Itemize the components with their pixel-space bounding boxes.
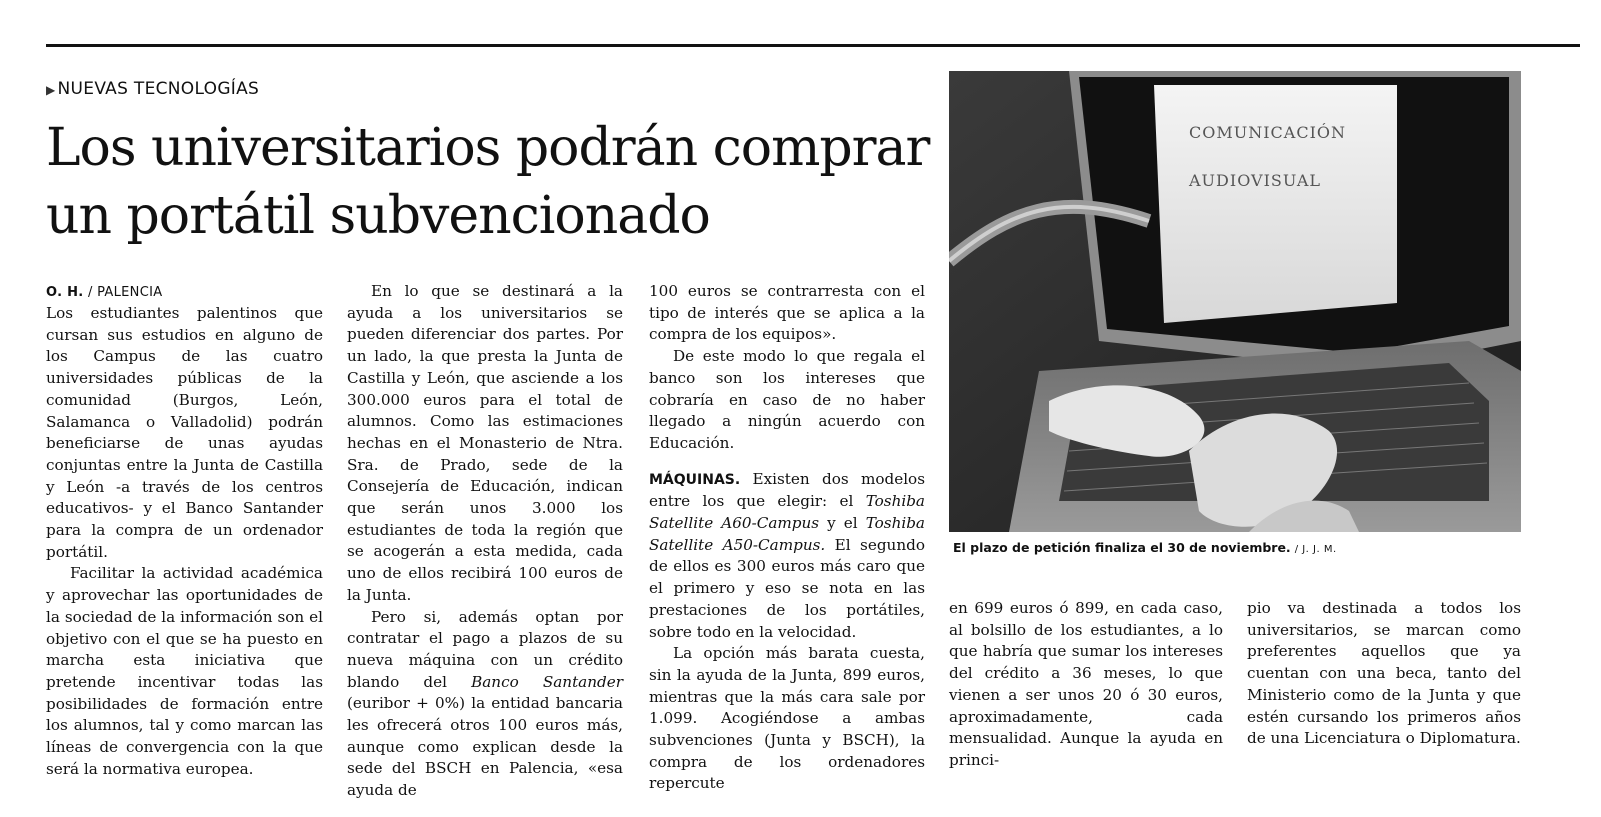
- paragraph: [649, 469, 925, 644]
- headline-line-1: Los universitarios podrán comprar: [46, 118, 930, 178]
- text-run: y el: [819, 514, 866, 533]
- paragraph: En lo que se destinará a la ayuda a los universitarios se pueden diferenciar dos partes. Por un lado, la que presta la Junta de Castilla y León, que asciende a los 300.000 euros para el total de alumnos. Como las estimaciones hechas en el Monasterio de Ntra. Sra. de Prado, sede de la Consejería de Educación, indican que serán unos 3.000 los estudiantes de toda la región que se acogerán a esta medida, cada uno de ellos recibirá 100 euros de la Junta.: [347, 282, 623, 604]
- paragraph: La opción más barata cuesta, sin la ayuda de la Junta, 899 euros, mientras que la más cara sale por 1.099. Acogiéndose a ambas subvenciones (Junta y BSCH), la compra de los ordenadores repercute: [649, 644, 925, 793]
- laptop-typing-photo: [949, 71, 1521, 532]
- emphasis: Toshiba Satellite A50-Campus.: [649, 514, 925, 554]
- text-run: Existen dos modelos entre los que elegir: el: [649, 469, 925, 511]
- paragraph: en 699 euros ó 899, en cada caso, al bolsillo de los estudiantes, a lo que habría que sumar los intereses del crédito a 36 meses, lo que vienen a ser unos 20 ó 30 euros, aproximadamente, cada mensualidad. Aunque la ayuda en princi-: [949, 599, 1223, 769]
- column-5: [1247, 598, 1521, 750]
- paragraph: pio va destinada a todos los universitarios, se marcan como preferentes aquellos que ya cuentan con una beca, tanto del Ministerio como de la Junta y que estén cursando los primeros años de una Licenciatura o Diplomatura.: [1247, 599, 1521, 748]
- section-arrow-icon: ▶: [46, 83, 56, 97]
- top-rule: [46, 44, 1580, 47]
- text-run: El segundo de ellos es 300 euros más caro que el primero y eso se nota en las prestaciones de los portátiles, sobre todo en la velocidad.: [649, 535, 925, 641]
- byline: [46, 283, 323, 303]
- paragraph: Los estudiantes palentinos que cursan sus estudios en alguno de los Campus de las cuatro universidades públicas de la comunidad (Burgos, León, Salamanca o Valladolid) podrán beneficiarse de unas ayudas conjuntas entre la Junta de Castilla y León -a través de los centros educativos- y el Banco Santander para la compra de un ordenador portátil.: [46, 304, 323, 561]
- caption-text: El plazo de petición finaliza el 30 de noviembre.: [953, 540, 1291, 555]
- paragraph: [347, 607, 623, 802]
- text-run: (euribor + 0%) la entidad bancaria les ofrecerá otros 100 euros más, aunque como explican desde la sede del BSCH en Palencia, «esa ayuda de: [347, 694, 623, 800]
- paragraph: Facilitar la actividad académica y aprovechar las oportunidades de la sociedad de la información son el objetivo con el que se ha puesto en marcha esta iniciativa que pretende incentivar todas las posibilidades de formación entre los alumnos, tal y como marcan las líneas de convergencia con la que será la normativa europea.: [46, 564, 323, 778]
- headline: [46, 114, 946, 250]
- spacer: [649, 455, 925, 469]
- section-label: [46, 79, 259, 99]
- subhead-kicker: MÁQUINAS.: [649, 471, 741, 488]
- screen-text-line-1: COMUNICACIÓN: [1189, 123, 1347, 142]
- section-title: NUEVAS TECNOLOGÍAS: [57, 79, 260, 99]
- headline-line-2: un portátil subvencionado: [46, 186, 710, 246]
- screen-text-line-2: AUDIOVISUAL: [1189, 171, 1322, 190]
- emphasis: Banco Santander: [471, 672, 623, 691]
- column-4: [949, 598, 1223, 772]
- byline-place: / PALENCIA: [88, 285, 163, 300]
- column-1: [46, 283, 323, 780]
- paragraph: 100 euros se contrarresta con el tipo de interés que se aplica a la compra de los equipos».: [649, 282, 925, 344]
- paragraph: De este modo lo que regala el banco son los intereses que cobraría en caso de no haber llegado a ningún acuerdo con Educación.: [649, 347, 925, 452]
- column-2: [347, 281, 623, 802]
- photo-caption: [953, 540, 1553, 555]
- emphasis: Toshiba Satellite A60-Campus: [649, 492, 925, 533]
- text-run: Pero si, además optan por contratar el pago a plazos de su nueva máquina con un crédito blando del: [347, 607, 623, 691]
- column-3: [649, 281, 925, 795]
- photo-credit: / J. J. M.: [1294, 544, 1337, 555]
- byline-author: O. H.: [46, 285, 84, 300]
